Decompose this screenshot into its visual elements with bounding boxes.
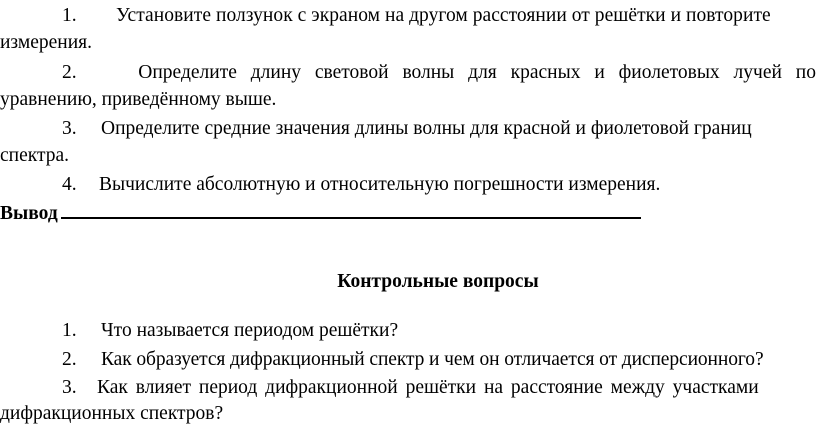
question-3-text: Как влияет период дифракционной решётки на расстояние между участками — [97, 377, 759, 398]
question-2 — [62, 348, 764, 371]
step-4 — [62, 173, 660, 196]
step-4-number: 4. — [62, 174, 77, 195]
question-1 — [62, 319, 398, 342]
question-3-number: 3. — [62, 377, 77, 398]
step-1-text: Установите ползунок с экраном на другом расстоянии от решётки и повторите — [116, 5, 771, 26]
question-2-text: Как образуется дифракционный спектр и чем он отличается от дисперсионного? — [101, 349, 764, 370]
question-3 — [62, 376, 816, 399]
questions-heading: Контрольные вопросы — [337, 271, 539, 292]
step-2-text: Определите длину световой волны для красных и фиолетовых лучей по — [138, 62, 816, 83]
question-3-continuation: дифракционных спектров? — [0, 403, 224, 424]
step-2-continuation: уравнению, приведённому выше. — [0, 89, 277, 110]
step-3-text: Определите средние значения длины волны для красной и фиолетовой границ — [101, 118, 752, 139]
conclusion-label: Вывод — [0, 203, 58, 224]
question-2-number: 2. — [62, 349, 77, 370]
step-3-continuation: спектра. — [0, 145, 70, 166]
conclusion — [0, 200, 641, 225]
step-2 — [62, 61, 816, 84]
step-1-continuation: измерения. — [0, 32, 92, 53]
step-1 — [62, 4, 771, 27]
conclusion-blank-line — [61, 200, 641, 219]
step-2-row — [62, 61, 816, 84]
step-1-number: 1. — [62, 5, 77, 26]
question-3-row — [62, 376, 816, 399]
step-2-number: 2. — [62, 62, 77, 83]
step-3 — [62, 117, 752, 140]
question-1-text: Что называется периодом решётки? — [101, 320, 399, 341]
question-1-number: 1. — [62, 320, 77, 341]
step-3-number: 3. — [62, 118, 77, 139]
step-4-text: Вычислите абсолютную и относительную погрешности измерения. — [99, 174, 661, 195]
